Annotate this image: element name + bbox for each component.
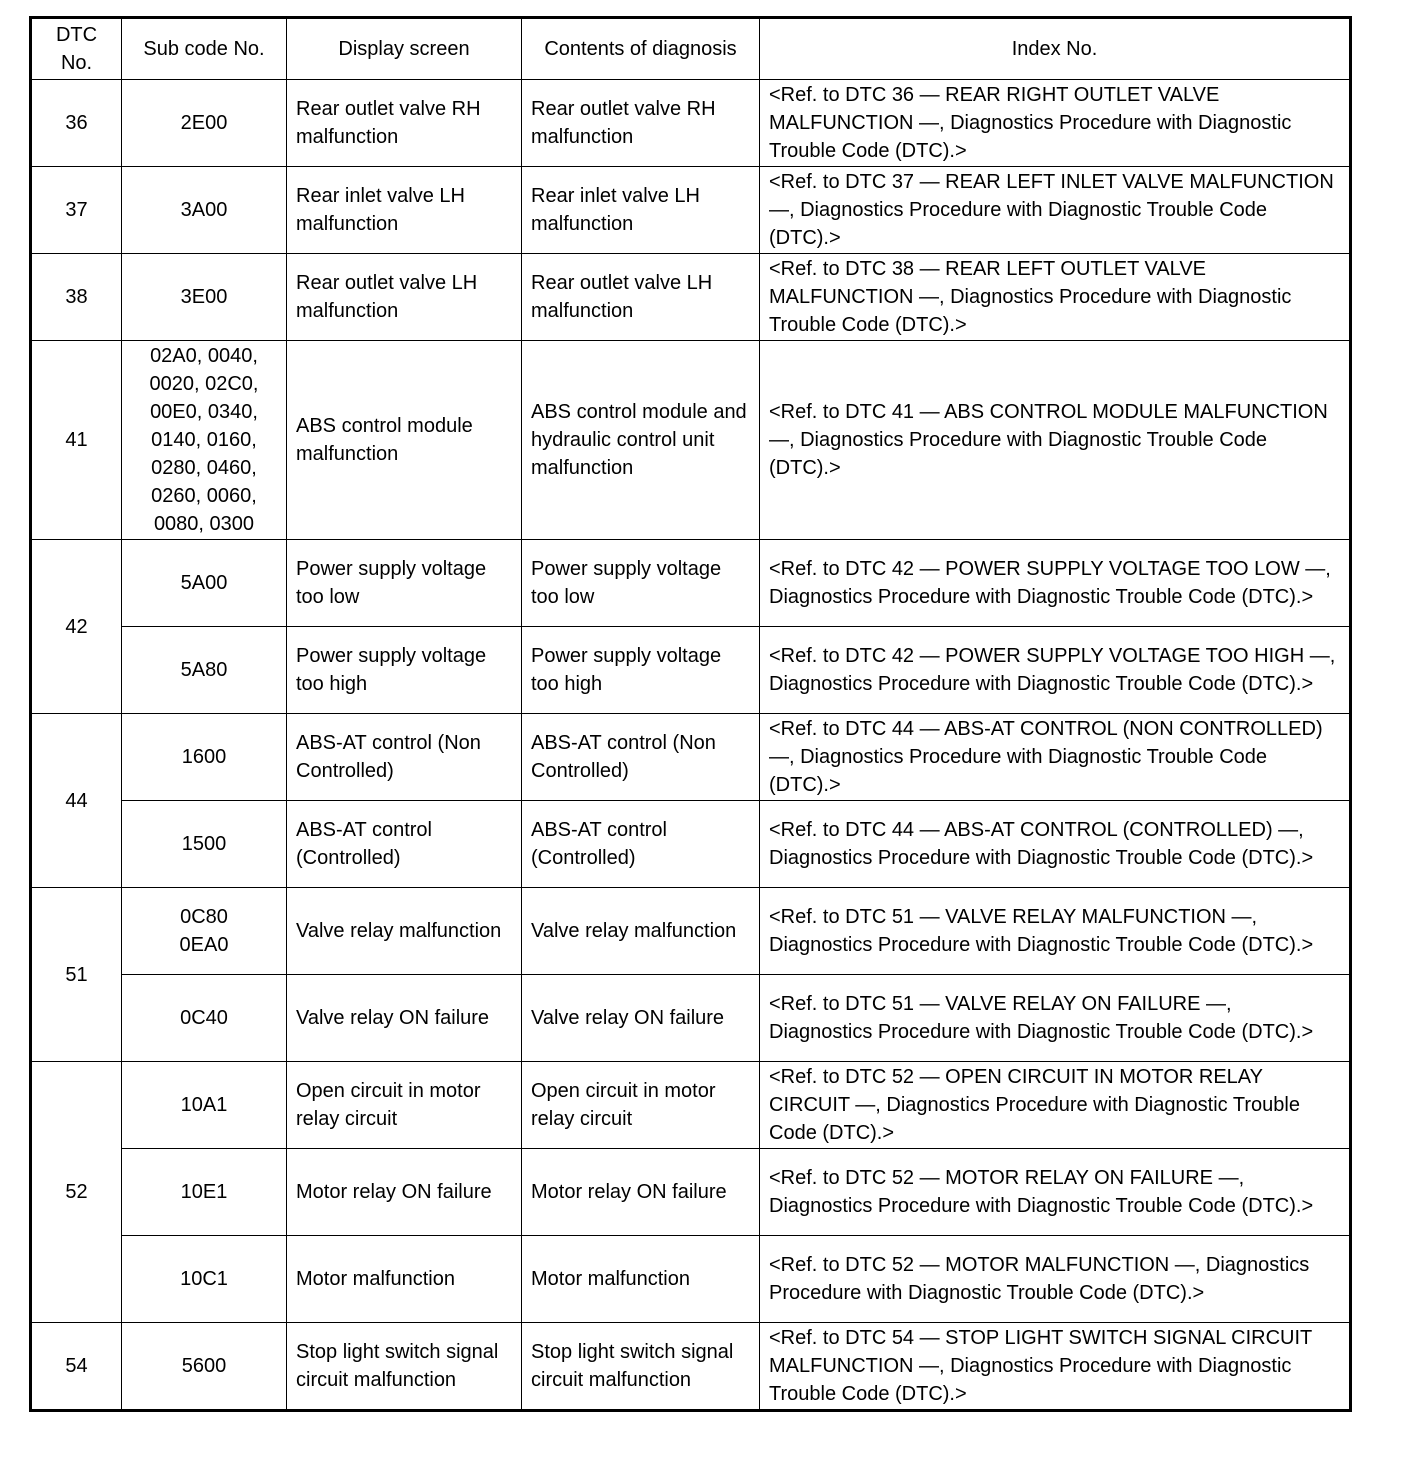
index-reference: <Ref. to DTC 44 — ABS-AT CONTROL (NON CONTROLLED) —, Diagnostics Procedure with Diagnostic Trouble Code (DTC).> — [760, 714, 1351, 801]
sub-code: 5A80 — [122, 627, 287, 714]
table-row — [31, 1149, 1351, 1236]
display-screen-text: Motor malfunction — [287, 1236, 522, 1323]
display-screen-text: Rear inlet valve LH malfunction — [287, 167, 522, 254]
display-screen-text: Stop light switch signal circuit malfunction — [287, 1323, 522, 1411]
contents-of-diagnosis-text: Motor malfunction — [522, 1236, 760, 1323]
index-reference: <Ref. to DTC 52 — MOTOR MALFUNCTION —, Diagnostics Procedure with Diagnostic Trouble Code (DTC).> — [760, 1236, 1351, 1323]
sub-code: 10C1 — [122, 1236, 287, 1323]
index-reference: <Ref. to DTC 38 — REAR LEFT OUTLET VALVE MALFUNCTION —, Diagnostics Procedure with Diagnostic Trouble Code (DTC).> — [760, 254, 1351, 341]
dtc-number: 37 — [31, 167, 122, 254]
sub-code: 0C80 0EA0 — [122, 888, 287, 975]
table-row — [31, 627, 1351, 714]
contents-of-diagnosis-text: Stop light switch signal circuit malfunction — [522, 1323, 760, 1411]
index-reference: <Ref. to DTC 52 — MOTOR RELAY ON FAILURE —, Diagnostics Procedure with Diagnostic Trouble Code (DTC).> — [760, 1149, 1351, 1236]
display-screen-text: Open circuit in motor relay circuit — [287, 1062, 522, 1149]
display-screen-text: Power supply voltage too low — [287, 540, 522, 627]
index-reference: <Ref. to DTC 36 — REAR RIGHT OUTLET VALVE MALFUNCTION —, Diagnostics Procedure with Diagnostic Trouble Code (DTC).> — [760, 80, 1351, 167]
index-reference: <Ref. to DTC 52 — OPEN CIRCUIT IN MOTOR RELAY CIRCUIT —, Diagnostics Procedure with Diagnostic Trouble Code (DTC).> — [760, 1062, 1351, 1149]
contents-of-diagnosis-text: Power supply voltage too low — [522, 540, 760, 627]
sub-code: 5A00 — [122, 540, 287, 627]
table-row — [31, 888, 1351, 975]
table-row — [31, 80, 1351, 167]
index-reference: <Ref. to DTC 37 — REAR LEFT INLET VALVE MALFUNCTION —, Diagnostics Procedure with Diagnostic Trouble Code (DTC).> — [760, 167, 1351, 254]
sub-code: 02A0, 0040, 0020, 02C0, 00E0, 0340, 0140, 0160, 0280, 0460, 0260, 0060, 0080, 0300 — [122, 341, 287, 540]
contents-of-diagnosis-text: Rear inlet valve LH malfunction — [522, 167, 760, 254]
contents-of-diagnosis-text: Motor relay ON failure — [522, 1149, 760, 1236]
display-screen-text: ABS-AT control (Non Controlled) — [287, 714, 522, 801]
sub-code: 10E1 — [122, 1149, 287, 1236]
sub-code: 0C40 — [122, 975, 287, 1062]
sub-code: 2E00 — [122, 80, 287, 167]
table-row — [31, 801, 1351, 888]
sub-code: 3A00 — [122, 167, 287, 254]
index-reference: <Ref. to DTC 42 — POWER SUPPLY VOLTAGE TOO HIGH —, Diagnostics Procedure with Diagnostic Trouble Code (DTC).> — [760, 627, 1351, 714]
sub-code: 5600 — [122, 1323, 287, 1411]
header-dtc-no: DTC No. — [31, 18, 122, 80]
contents-of-diagnosis-text: Rear outlet valve LH malfunction — [522, 254, 760, 341]
dtc-number: 44 — [31, 714, 122, 888]
display-screen-text: Power supply voltage too high — [287, 627, 522, 714]
display-screen-text: ABS-AT control (Controlled) — [287, 801, 522, 888]
dtc-number: 41 — [31, 341, 122, 540]
header-index-no: Index No. — [760, 18, 1351, 80]
dtc-number: 52 — [31, 1062, 122, 1323]
index-reference: <Ref. to DTC 51 — VALVE RELAY MALFUNCTION —, Diagnostics Procedure with Diagnostic Trouble Code (DTC).> — [760, 888, 1351, 975]
table-row — [31, 254, 1351, 341]
dtc-number: 42 — [31, 540, 122, 714]
dtc-number: 38 — [31, 254, 122, 341]
contents-of-diagnosis-text: Power supply voltage too high — [522, 627, 760, 714]
contents-of-diagnosis-text: Open circuit in motor relay circuit — [522, 1062, 760, 1149]
table-row — [31, 975, 1351, 1062]
contents-of-diagnosis-text: Rear outlet valve RH malfunction — [522, 80, 760, 167]
sub-code: 1600 — [122, 714, 287, 801]
sub-code: 3E00 — [122, 254, 287, 341]
table-row — [31, 540, 1351, 627]
contents-of-diagnosis-text: Valve relay malfunction — [522, 888, 760, 975]
header-row — [31, 18, 1351, 80]
display-screen-text: Valve relay malfunction — [287, 888, 522, 975]
table-row — [31, 341, 1351, 540]
header-sub-code-no: Sub code No. — [122, 18, 287, 80]
table-row — [31, 714, 1351, 801]
dtc-number: 54 — [31, 1323, 122, 1411]
sub-code: 1500 — [122, 801, 287, 888]
header-display-screen: Display screen — [287, 18, 522, 80]
display-screen-text: Motor relay ON failure — [287, 1149, 522, 1236]
table-row — [31, 1323, 1351, 1411]
dtc-table — [29, 16, 1352, 1412]
table-row — [31, 167, 1351, 254]
index-reference: <Ref. to DTC 51 — VALVE RELAY ON FAILURE —, Diagnostics Procedure with Diagnostic Trouble Code (DTC).> — [760, 975, 1351, 1062]
contents-of-diagnosis-text: ABS-AT control (Controlled) — [522, 801, 760, 888]
dtc-number: 51 — [31, 888, 122, 1062]
index-reference: <Ref. to DTC 42 — POWER SUPPLY VOLTAGE TOO LOW —, Diagnostics Procedure with Diagnostic Trouble Code (DTC).> — [760, 540, 1351, 627]
contents-of-diagnosis-text: ABS control module and hydraulic control unit malfunction — [522, 341, 760, 540]
display-screen-text: Rear outlet valve LH malfunction — [287, 254, 522, 341]
display-screen-text: Rear outlet valve RH malfunction — [287, 80, 522, 167]
index-reference: <Ref. to DTC 44 — ABS-AT CONTROL (CONTROLLED) —, Diagnostics Procedure with Diagnostic Trouble Code (DTC).> — [760, 801, 1351, 888]
sub-code: 10A1 — [122, 1062, 287, 1149]
index-reference: <Ref. to DTC 41 — ABS CONTROL MODULE MALFUNCTION —, Diagnostics Procedure with Diagnostic Trouble Code (DTC).> — [760, 341, 1351, 540]
index-reference: <Ref. to DTC 54 — STOP LIGHT SWITCH SIGNAL CIRCUIT MALFUNCTION —, Diagnostics Procedure with Diagnostic Trouble Code (DTC).> — [760, 1323, 1351, 1411]
display-screen-text: ABS control module malfunction — [287, 341, 522, 540]
table-row — [31, 1236, 1351, 1323]
contents-of-diagnosis-text: ABS-AT control (Non Controlled) — [522, 714, 760, 801]
header-contents-of-diagnosis: Contents of diagnosis — [522, 18, 760, 80]
display-screen-text: Valve relay ON failure — [287, 975, 522, 1062]
contents-of-diagnosis-text: Valve relay ON failure — [522, 975, 760, 1062]
dtc-number: 36 — [31, 80, 122, 167]
table-row — [31, 1062, 1351, 1149]
